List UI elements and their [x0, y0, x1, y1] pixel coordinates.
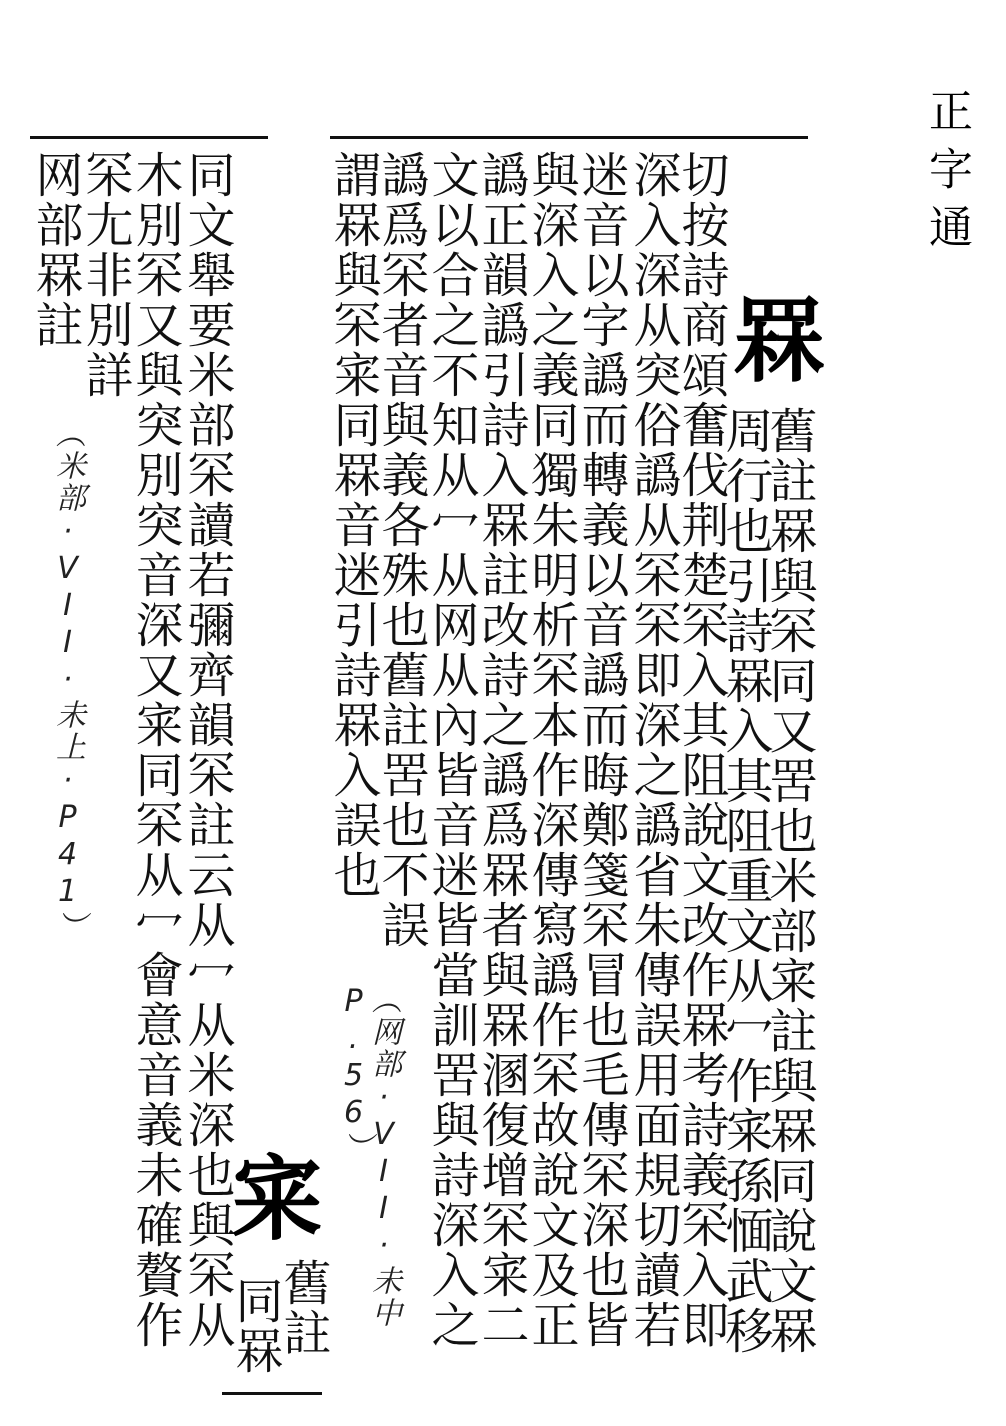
entry-column: 文以合之不知从冖从网从內皆音迷皆當訓罟與詩深入之 [423, 150, 479, 1350]
entry-column: 网部罧註 [27, 150, 83, 350]
entry-column: 周行也引詩罧入其阻重文从冖作宷孫愐武移 [717, 406, 773, 1356]
entry-column: 舊註 [275, 1258, 331, 1358]
top-rule [30, 136, 268, 139]
entry-column: 同罧 [227, 1276, 283, 1376]
handwritten-note: （网部·VII·未中 P.56） [336, 984, 401, 1329]
bottom-rule [222, 1392, 322, 1395]
top-rule [330, 136, 808, 139]
entry-column: 譌爲罙者音與義各殊也舊註罟也不誤 [373, 150, 429, 950]
entry-column: 與深入之義同獨朱明析罙本作深傳寫譌作罙故說文及正 [523, 150, 579, 1350]
headword: 宷 [216, 1150, 324, 1242]
entry-column: 切按詩商頌奮伐荆楚罙入其阻說文改作罧考詩義罙入即 [673, 150, 729, 1350]
entry-column: 深入深从突俗譌从罙罙即深之譌省朱傳誤用面規切讀若 [625, 150, 681, 1350]
entry-column: 迷音以字譌而轉義以音譌而晦鄭箋罙冒也毛傳罙深也皆 [573, 150, 629, 1350]
entry-column: 同文舉要米部罙讀若彌齊韻罙註云从冖从米深也與罙从 [179, 150, 235, 1350]
entry-column: 譌正韻譌引詩入罧註改詩之譌爲罧者與罧溷復增罙宷二 [473, 150, 529, 1350]
entry-column: 謂罧與罙宷同罧音迷引詩罧入誤也 [325, 150, 381, 900]
entry-column: 罙尢非別詳 [77, 150, 133, 400]
book-title: 正字通 [921, 88, 972, 262]
entry-column: 舊註罧與罙同又罟也米部宷註與罧同說文罧 [761, 406, 817, 1356]
headword: 罧 [718, 292, 826, 384]
entry-column: 木別罙又與突別突音深又宷同罙从冖會意音義未確贅作 [127, 150, 183, 1350]
handwritten-note: （米部·VII·未上·P41） [50, 418, 85, 943]
